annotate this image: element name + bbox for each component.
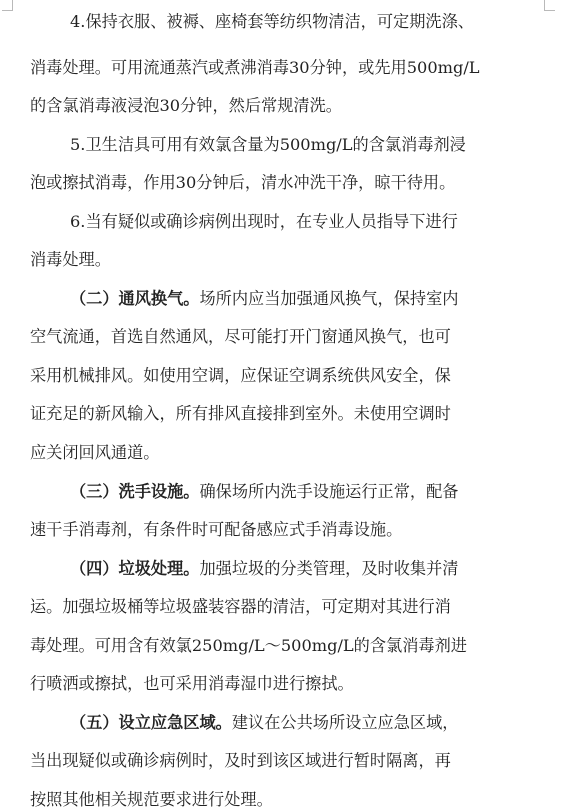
section-2-line-3: 采用机械排风。如使用空调，应保证空调系统供风安全，保	[30, 366, 451, 385]
section-4-line-4: 行喷洒或擦拭，也可采用消毒湿巾进行擦拭。	[30, 674, 354, 693]
margin-corner-mark-right	[544, 0, 555, 11]
paragraph-5-line-1: 5.卫生洁具可用有效氯含量为500mg/L的含氯消毒剂浸	[70, 135, 466, 154]
section-4-heading: （四）垃圾处理。	[70, 559, 200, 578]
section-3-line-2: 速干手消毒剂，有条件时可配备感应式手消毒设施。	[30, 520, 403, 539]
section-3-text: 确保场所内洗手设施运行正常，配备	[199, 482, 459, 501]
paragraph-4-line-1: 4.保持衣服、被褥、座椅套等纺织物清洁，可定期洗涤、	[70, 12, 474, 31]
section-4-line-2: 运。加强垃圾桶等垃圾盛装容器的清洁，可定期对其进行消	[30, 597, 451, 616]
section-4-line-1	[70, 558, 547, 580]
section-2-line-5: 应关闭回风通道。	[30, 443, 160, 462]
section-5-line-2: 当出现疑似或确诊病例时，及时到该区域进行暂时隔离，再	[30, 751, 451, 770]
section-2-line-1	[70, 288, 547, 310]
section-2-text: 场所内应当加强通风换气，保持室内	[199, 289, 459, 308]
section-5-line-3: 按照其他相关规范要求进行处理。	[30, 790, 273, 809]
paragraph-6-line-2: 消毒处理。	[30, 250, 111, 269]
paragraph-4-line-2: 消毒处理。可用流通蒸汽或煮沸消毒30分钟，或先用500mg/L	[30, 58, 480, 77]
margin-corner-mark-left	[2, 0, 13, 11]
section-4-line-3: 毒处理。可用含有效氯250mg/L～500mg/L的含氯消毒剂进	[30, 636, 467, 655]
section-5-text: 建议在公共场所设立应急区域，	[231, 713, 459, 732]
section-3-heading: （三）洗手设施。	[70, 482, 200, 501]
section-3-line-1	[70, 481, 547, 503]
section-5-heading: （五）设立应急区域。	[70, 713, 232, 732]
section-4-text: 加强垃圾的分类管理，及时收集并清	[199, 559, 459, 578]
paragraph-6-line-1: 6.当有疑似或确诊病例出现时，在专业人员指导下进行	[70, 212, 458, 231]
paragraph-5-line-2: 泡或擦拭消毒，作用30分钟后，清水冲洗干净，晾干待用。	[30, 173, 456, 192]
section-2-line-2: 空气流通，首选自然通风，尽可能打开门窗通风换气，也可	[30, 327, 451, 346]
section-2-line-4: 证充足的新风输入，所有排风直接排到室外。未使用空调时	[30, 404, 451, 423]
section-2-heading: （二）通风换气。	[70, 289, 200, 308]
section-5-line-1	[70, 712, 547, 734]
paragraph-4-line-3: 的含氯消毒液浸泡30分钟，然后常规清洗。	[30, 96, 342, 115]
